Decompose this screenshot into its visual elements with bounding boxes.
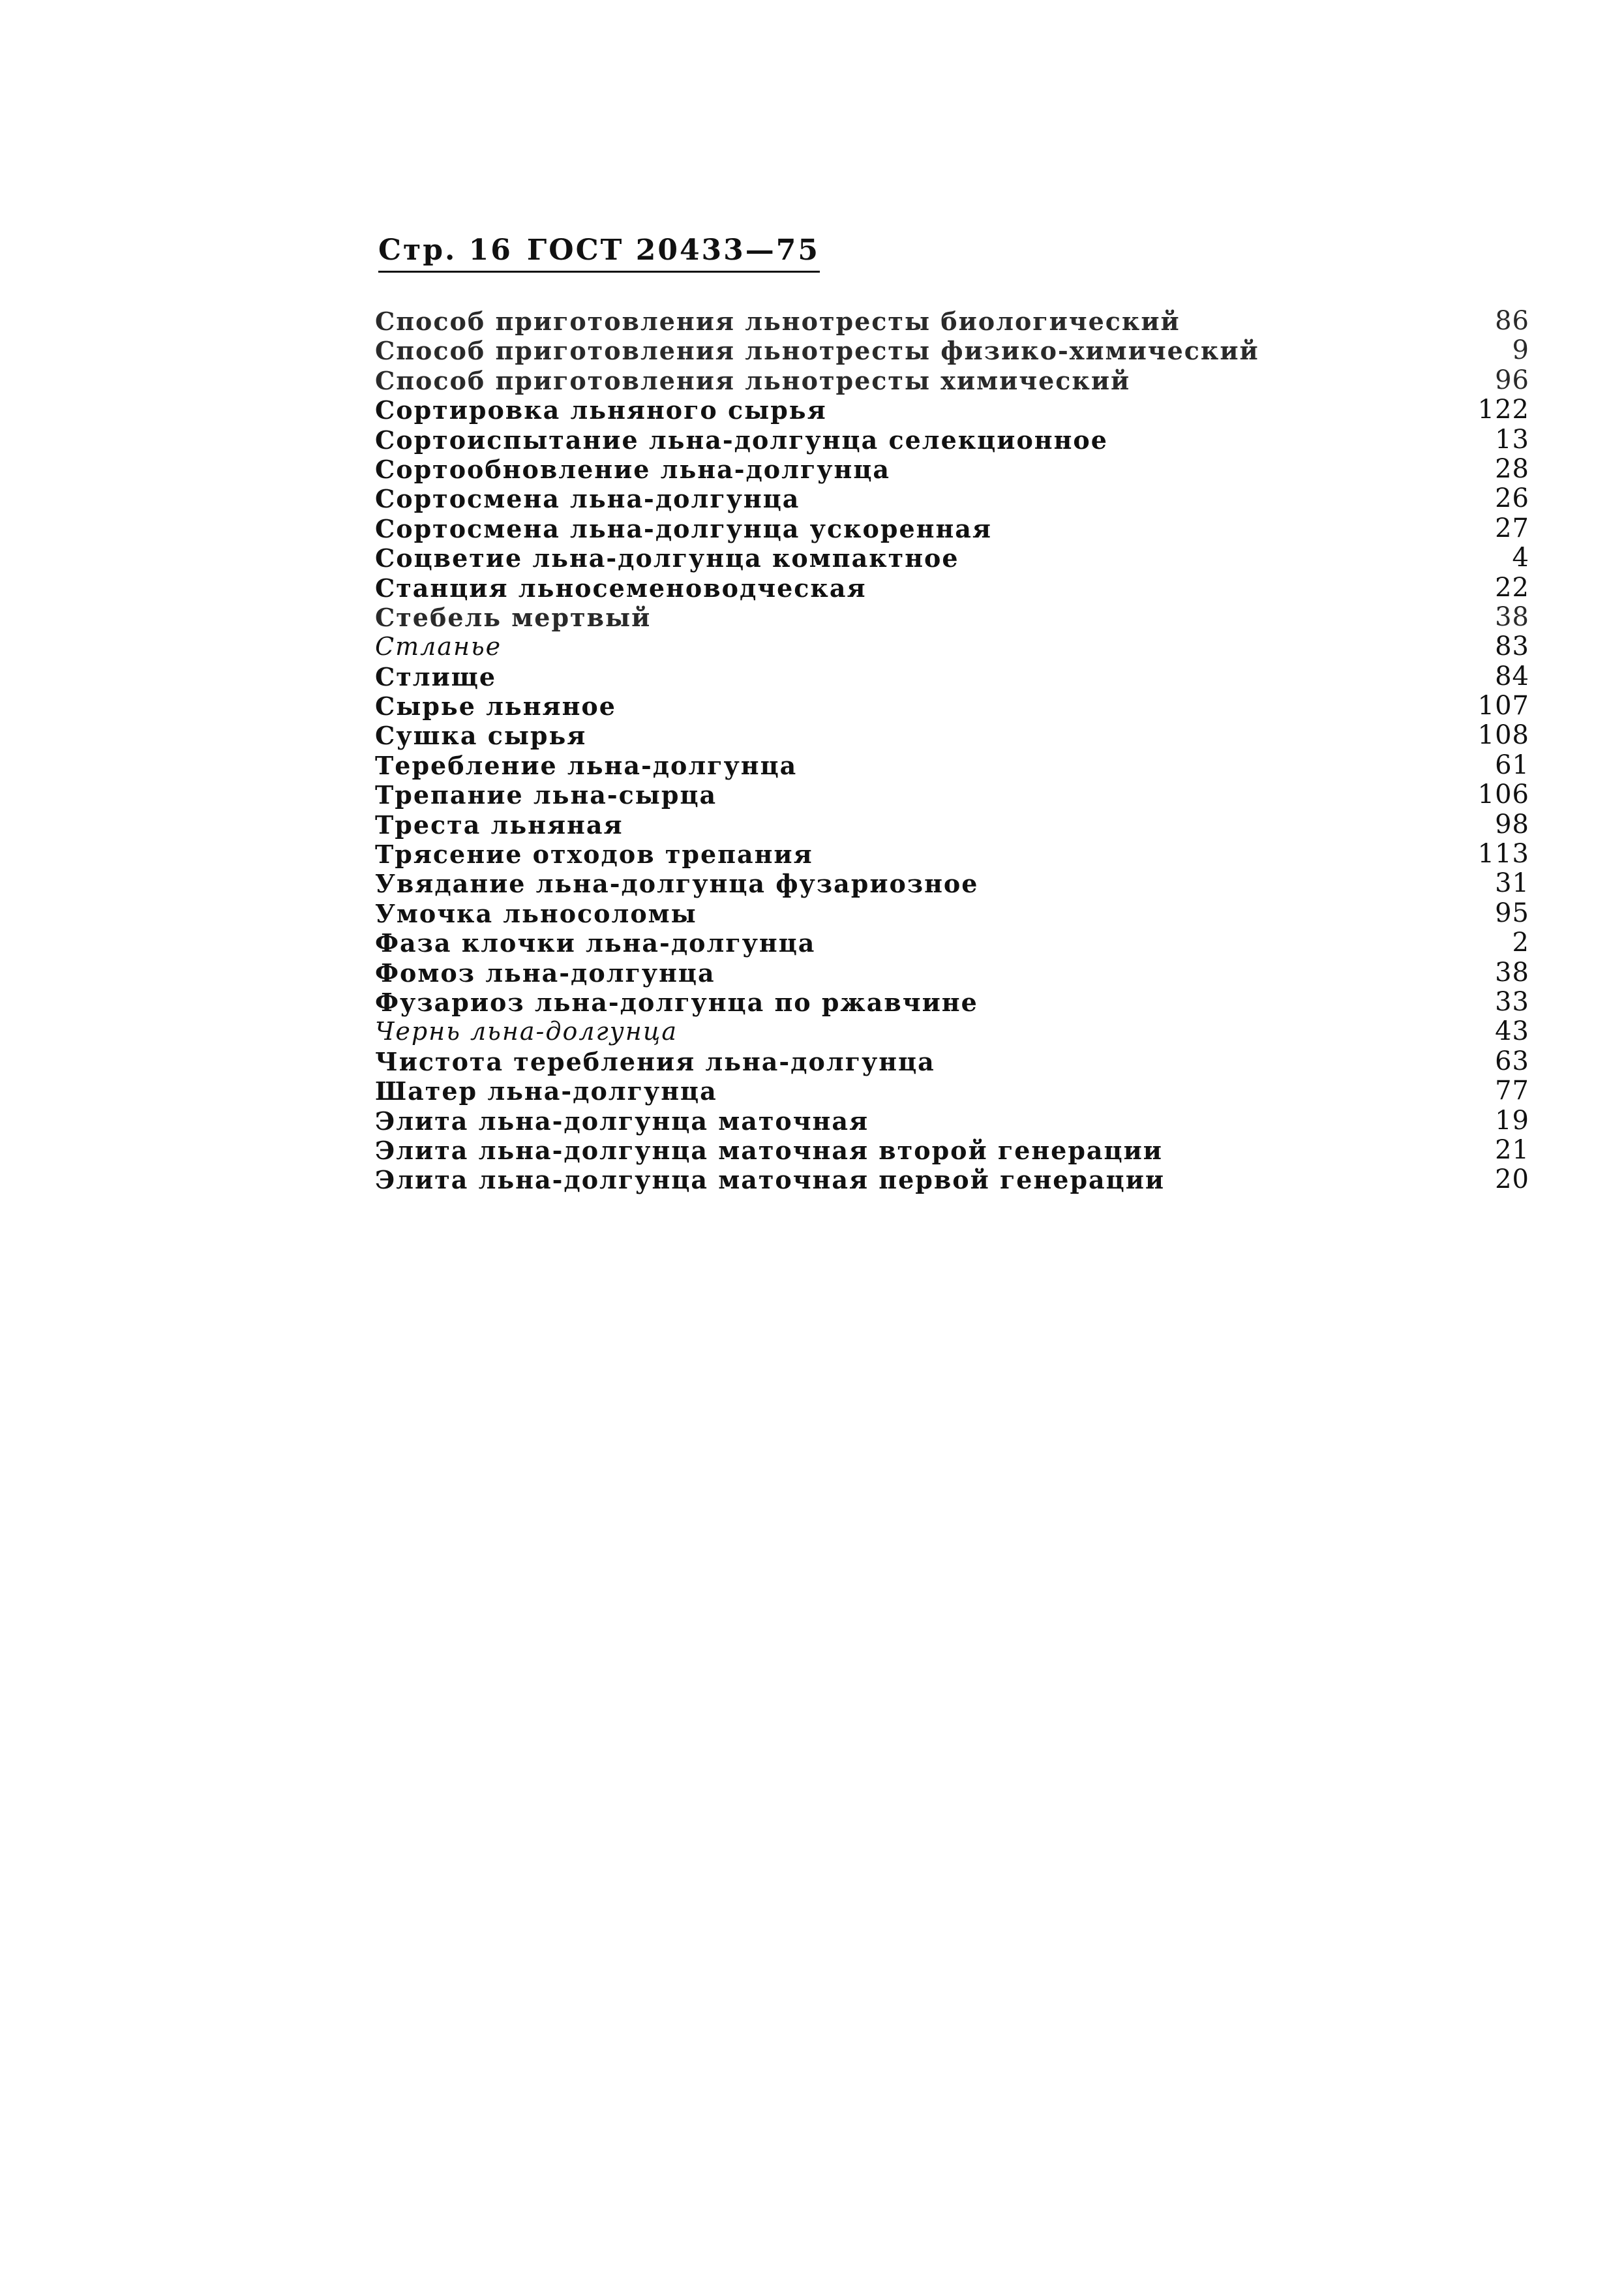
index-term: Сырье льняное [375,691,616,721]
index-entry [375,751,1529,780]
index-page-number: 28 [1495,453,1529,484]
index-page-number: 38 [1495,957,1529,988]
index-entry [375,691,1529,721]
index-entry [375,1047,1529,1076]
index-entry [375,1136,1529,1165]
index-entry [375,810,1529,840]
index-entry [375,1165,1529,1194]
index-term: Сортировка льняного сырья [375,395,827,425]
index-entry [375,840,1529,869]
index-term: Фузариоз льна-долгунца по ржавчине [375,987,978,1017]
index-page-number: 13 [1495,424,1529,455]
index-entry [375,1076,1529,1106]
index-term: Сортосмена льна-долгунца ускоренная [375,513,992,543]
index-page-number: 98 [1495,809,1529,840]
index-term: Чистота теребления льна-долгунца [375,1046,935,1076]
page-header [378,234,820,273]
index-page-number: 43 [1495,1016,1529,1047]
index-entry [375,455,1529,484]
index-page-number: 113 [1477,839,1529,870]
index-entry [375,899,1529,928]
index-term: Соцветие льна-долгунца компактное [375,543,959,573]
index-page-number: 31 [1495,868,1529,899]
index-term: Способ приготовления льнотресты биологический [375,307,1180,336]
index-page-number: 38 [1495,601,1529,632]
index-page-number: 107 [1477,691,1529,721]
index-page-number: 21 [1495,1134,1529,1165]
index-page-number: 84 [1495,661,1529,691]
index-term: Чернь льна-долгунца [375,1017,678,1046]
index-page-number: 2 [1512,928,1529,958]
index-term: Способ приготовления льнотресты химический [375,365,1131,395]
index-entry [375,958,1529,988]
index-term: Сортоиспытание льна-долгунца селекционное [375,425,1108,455]
index-page-number: 63 [1495,1046,1529,1076]
index-term: Стлище [375,661,497,691]
index-page-number: 95 [1495,898,1529,928]
index-page-number: 122 [1477,395,1529,425]
index-entry [375,425,1529,455]
index-entry [375,514,1529,543]
index-entry [375,632,1529,661]
index-page-number: 108 [1477,720,1529,751]
index-entry [375,307,1529,336]
index-entry [375,336,1529,365]
index-term: Элита льна-долгунца маточная первой генерации [375,1165,1165,1195]
index-term: Теребление льна-долгунца [375,750,798,780]
index-term: Увядание льна-долгунца фузариозное [375,869,979,899]
index-entry [375,662,1529,691]
index-entry [375,1106,1529,1136]
index-term: Треста льняная [375,810,624,840]
index-page-number: 19 [1495,1105,1529,1136]
index-entry [375,543,1529,573]
term-index-list [375,307,1529,1195]
index-term: Элита льна-долгунца маточная второй генерации [375,1135,1163,1165]
index-entry [375,988,1529,1017]
index-page-number: 22 [1495,572,1529,603]
index-term: Элита льна-долгунца маточная [375,1106,869,1136]
index-term: Способ приготовления льнотресты физико-химический [375,336,1259,366]
index-entry [375,721,1529,750]
index-term: Шатер льна-долгунца [375,1076,717,1106]
index-entry [375,366,1529,395]
index-page-number: 33 [1495,986,1529,1017]
index-term: Стланье [375,632,502,661]
index-page-number: 86 [1495,306,1529,336]
index-page-number: 9 [1512,335,1529,366]
index-page-number: 96 [1495,365,1529,395]
index-entry [375,573,1529,603]
index-term: Сортообновление льна-долгунца [375,454,891,484]
index-term: Трепание льна-сырца [375,780,717,810]
standard-designation: ГОСТ 20433—75 [526,234,820,267]
index-page-number: 61 [1495,750,1529,780]
index-term: Фомоз льна-долгунца [375,958,715,988]
index-entry [375,780,1529,810]
index-term: Сушка сырья [375,721,587,751]
index-page-number: 77 [1495,1076,1529,1106]
index-entry [375,484,1529,513]
index-entry [375,928,1529,958]
index-term: Станция льносеменоводческая [375,573,867,603]
index-term: Стебель мертвый [375,602,652,632]
index-page-number: 83 [1495,631,1529,662]
index-term: Умочка льносоломы [375,898,697,928]
index-entry [375,603,1529,632]
index-page-number: 106 [1477,780,1529,810]
index-entry [375,395,1529,425]
index-term: Трясение отходов трепания [375,840,813,870]
index-entry [375,869,1529,898]
index-term: Сортосмена льна-долгунца [375,484,800,514]
index-page-number: 26 [1495,483,1529,514]
index-term: Фаза клочки льна-долгунца [375,928,816,958]
index-entry [375,1017,1529,1046]
page-number-label: Стр. 16 [378,234,513,267]
index-page-number: 27 [1495,513,1529,543]
index-page-number: 4 [1512,543,1529,573]
index-page-number: 20 [1495,1164,1529,1195]
